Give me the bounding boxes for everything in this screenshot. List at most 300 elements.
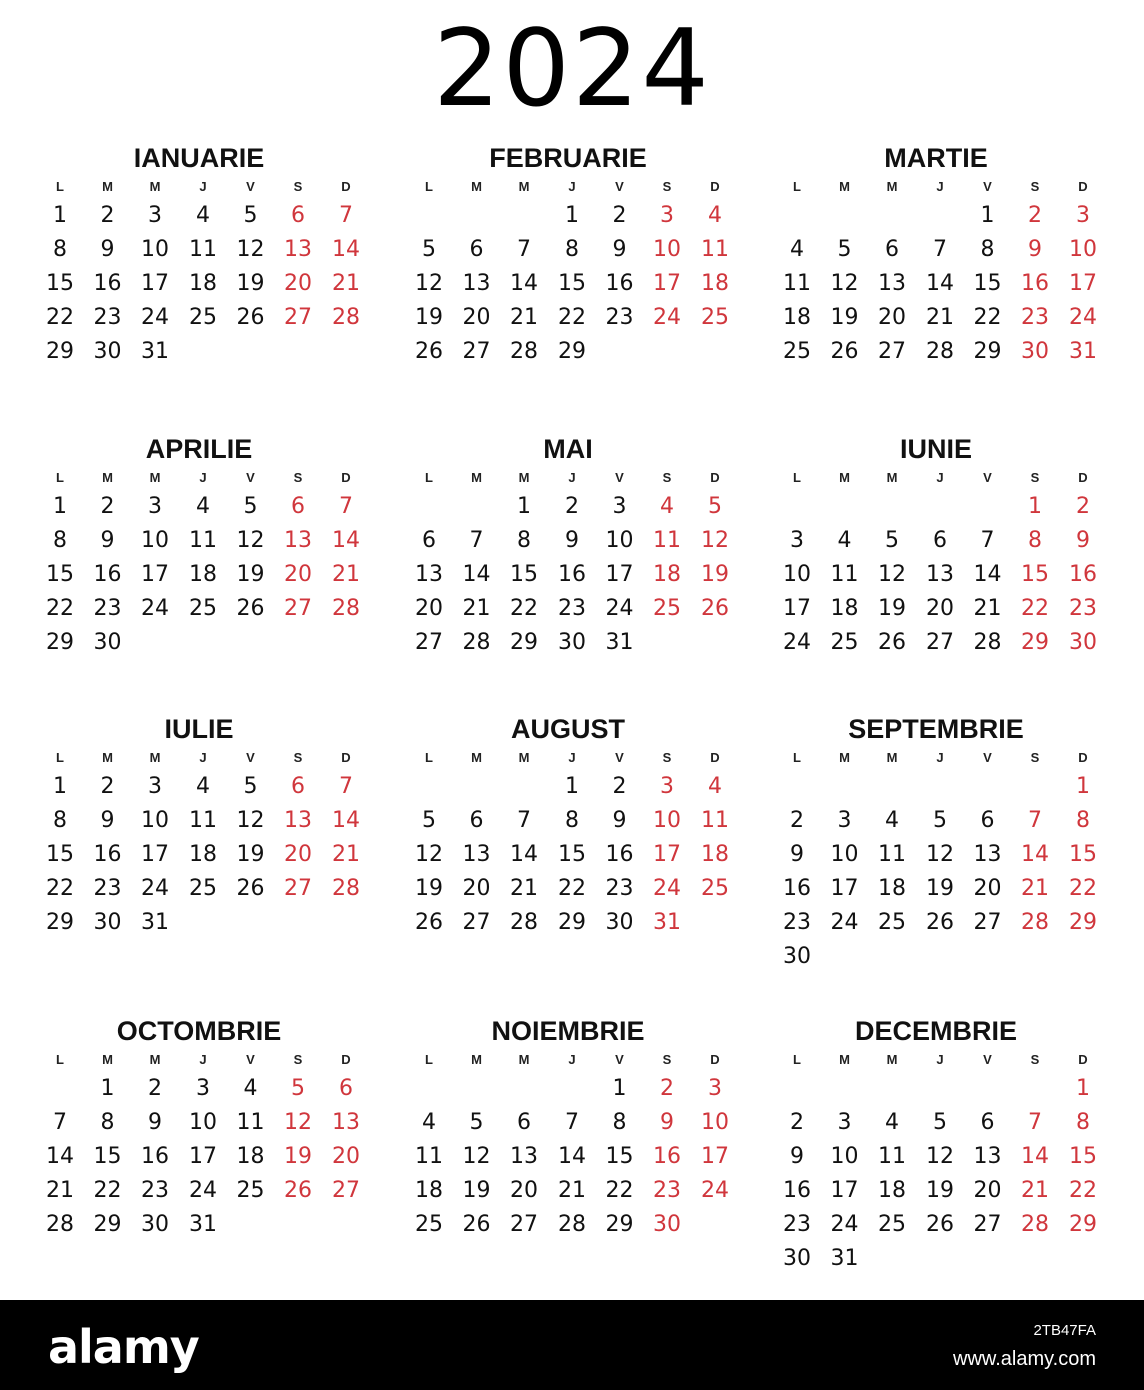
weekend-day: 19	[701, 562, 729, 587]
day: 14	[46, 1144, 74, 1169]
day: 30	[558, 630, 586, 655]
day: 8	[53, 237, 67, 262]
weekday-label: L	[425, 750, 433, 765]
weekday-label: S	[662, 470, 672, 485]
day: 4	[243, 1076, 258, 1101]
day: 21	[46, 1178, 74, 1203]
weekday-label: D	[710, 1052, 720, 1067]
weekday-label: D	[1078, 750, 1088, 765]
day: 18	[878, 1178, 906, 1203]
weekend-day: 10	[1069, 237, 1097, 262]
weekend-day: 3	[1076, 203, 1090, 228]
day: 23	[141, 1178, 169, 1203]
day: 14	[462, 562, 491, 587]
day: 22	[46, 305, 74, 330]
weekend-day: 18	[701, 271, 729, 296]
day: 30	[93, 630, 122, 655]
day: 17	[830, 876, 859, 901]
weekend-day: 24	[653, 305, 681, 330]
day: 29	[510, 630, 538, 655]
weekday-label: M	[471, 470, 482, 485]
day: 21	[558, 1178, 586, 1203]
day: 3	[148, 494, 162, 519]
day: 24	[189, 1178, 217, 1203]
day: 27	[510, 1212, 538, 1237]
day: 6	[517, 1110, 531, 1135]
day: 28	[973, 630, 1002, 655]
day: 9	[100, 528, 115, 553]
day: 31	[605, 630, 634, 655]
month-title: IANUARIE	[133, 143, 265, 173]
weekday-label: L	[56, 1052, 64, 1067]
weekday-header	[403, 750, 733, 766]
day: 29	[605, 1212, 634, 1237]
day: 4	[196, 494, 210, 519]
day: 29	[46, 910, 74, 935]
day: 16	[605, 271, 634, 296]
weekend-day: 14	[332, 528, 360, 553]
weekday-header	[771, 470, 1101, 486]
day: 15	[46, 271, 74, 296]
day: 14	[510, 842, 538, 867]
weekend-day: 27	[284, 876, 312, 901]
day: 23	[558, 596, 586, 621]
day: 26	[926, 1212, 954, 1237]
alamy-logo: alamy	[48, 1320, 199, 1374]
day: 11	[189, 808, 217, 833]
weekday-header	[403, 470, 733, 486]
weekend-day: 30	[1069, 630, 1097, 655]
weekday-label: M	[102, 1052, 113, 1067]
weekday-label: J	[199, 179, 207, 194]
weekend-day: 22	[1069, 876, 1097, 901]
weekday-label: J	[568, 179, 576, 194]
weekend-day: 17	[653, 271, 681, 296]
day: 16	[141, 1144, 169, 1169]
weekday-label: M	[149, 470, 161, 485]
weekday-label: M	[518, 750, 530, 765]
month-title: IULIE	[164, 714, 234, 744]
weekend-day: 22	[1069, 1178, 1097, 1203]
day: 25	[878, 910, 906, 935]
day: 30	[93, 910, 122, 935]
day: 26	[415, 339, 443, 364]
day: 2	[612, 203, 627, 228]
day: 29	[558, 910, 586, 935]
month-title: MARTIE	[884, 143, 988, 173]
day: 25	[189, 596, 217, 621]
weekend-day: 4	[708, 774, 722, 799]
weekday-label: S	[1030, 470, 1040, 485]
weekend-day: 2	[1076, 494, 1090, 519]
day: 7	[469, 528, 484, 553]
day: 25	[189, 876, 217, 901]
weekend-day: 13	[284, 528, 312, 553]
day: 11	[236, 1110, 265, 1135]
weekday-label: S	[662, 179, 672, 194]
weekday-label: D	[341, 1052, 351, 1067]
day: 24	[783, 630, 811, 655]
day: 1	[53, 203, 67, 228]
weekend-day: 26	[701, 596, 729, 621]
weekend-day: 15	[1069, 842, 1097, 867]
weekend-day: 4	[708, 203, 722, 228]
day: 9	[612, 237, 627, 262]
day: 5	[933, 808, 947, 833]
day: 29	[558, 339, 586, 364]
day: 18	[878, 876, 906, 901]
weekend-day: 23	[653, 1178, 681, 1203]
weekday-label: L	[425, 470, 433, 485]
day: 9	[790, 1144, 804, 1169]
weekday-header	[403, 1052, 733, 1068]
day: 8	[517, 528, 531, 553]
weekday-header	[34, 1052, 364, 1068]
weekday-label: M	[471, 179, 482, 194]
day: 16	[93, 271, 122, 296]
day: 12	[878, 562, 906, 587]
day: 14	[558, 1144, 586, 1169]
weekday-label: M	[471, 1052, 482, 1067]
weekday-label: J	[936, 470, 944, 485]
day: 19	[878, 596, 906, 621]
day: 1	[53, 494, 67, 519]
day: 27	[878, 339, 906, 364]
day: 24	[830, 1212, 859, 1237]
weekend-day: 31	[653, 910, 681, 935]
day: 2	[100, 774, 115, 799]
day: 4	[790, 237, 804, 262]
weekday-label: J	[936, 750, 944, 765]
day: 23	[605, 876, 634, 901]
day: 6	[933, 528, 947, 553]
weekend-day: 3	[660, 774, 674, 799]
day: 3	[837, 1110, 852, 1135]
weekend-day: 24	[701, 1178, 729, 1203]
weekend-day: 4	[660, 494, 674, 519]
day: 31	[189, 1212, 217, 1237]
day: 5	[243, 774, 258, 799]
weekday-label: S	[1030, 1052, 1040, 1067]
day: 19	[830, 305, 859, 330]
day: 1	[53, 774, 67, 799]
weekday-label: L	[793, 1052, 801, 1067]
day: 17	[783, 596, 811, 621]
day: 12	[236, 808, 265, 833]
weekend-day: 5	[708, 494, 722, 519]
weekday-label: M	[518, 179, 530, 194]
weekend-day: 27	[284, 305, 312, 330]
day: 30	[605, 910, 634, 935]
day: 29	[973, 339, 1002, 364]
weekday-label: V	[246, 750, 255, 765]
day: 16	[558, 562, 586, 587]
day: 25	[415, 1212, 443, 1237]
weekday-label: V	[983, 750, 992, 765]
day: 28	[558, 1212, 586, 1237]
weekday-label: M	[102, 750, 113, 765]
weekend-day: 7	[1028, 1110, 1042, 1135]
day: 17	[141, 842, 169, 867]
calendar-year-title: 2024	[433, 7, 711, 130]
weekday-label: M	[149, 179, 161, 194]
day: 8	[565, 808, 579, 833]
weekday-label: V	[983, 179, 992, 194]
day: 13	[415, 562, 443, 587]
day: 22	[973, 305, 1002, 330]
day: 2	[148, 1076, 162, 1101]
day: 22	[46, 876, 74, 901]
weekend-day: 9	[660, 1110, 674, 1135]
day: 15	[46, 842, 74, 867]
day: 27	[973, 1212, 1002, 1237]
weekday-label: V	[246, 1052, 255, 1067]
month-title: FEBRUARIE	[489, 143, 647, 173]
day: 19	[926, 876, 954, 901]
day: 11	[415, 1144, 443, 1169]
weekday-label: M	[839, 1052, 850, 1067]
day: 11	[830, 562, 859, 587]
day: 27	[926, 630, 954, 655]
day: 21	[510, 305, 538, 330]
weekday-header	[34, 750, 364, 766]
day: 11	[189, 528, 217, 553]
weekend-day: 31	[1069, 339, 1097, 364]
weekday-label: J	[199, 1052, 207, 1067]
day: 25	[830, 630, 859, 655]
day: 5	[885, 528, 899, 553]
day: 2	[565, 494, 579, 519]
weekday-label: M	[102, 470, 113, 485]
weekday-label: V	[615, 750, 624, 765]
day: 8	[53, 528, 67, 553]
weekday-label: M	[886, 179, 898, 194]
weekend-day: 30	[1021, 339, 1049, 364]
day: 8	[980, 237, 995, 262]
day: 15	[558, 842, 586, 867]
weekday-label: D	[1078, 179, 1088, 194]
day: 7	[933, 237, 947, 262]
day: 13	[973, 842, 1002, 867]
day: 14	[510, 271, 538, 296]
weekday-label: M	[886, 1052, 898, 1067]
day: 13	[462, 842, 491, 867]
weekend-day: 16	[1021, 271, 1049, 296]
weekend-day: 15	[1021, 562, 1049, 587]
day: 2	[100, 203, 115, 228]
weekday-label: D	[1078, 470, 1088, 485]
weekday-label: S	[293, 179, 303, 194]
day: 12	[415, 271, 443, 296]
day: 19	[415, 305, 443, 330]
day: 15	[605, 1144, 634, 1169]
day: 19	[236, 271, 265, 296]
day: 30	[93, 339, 122, 364]
day: 20	[462, 305, 491, 330]
day: 31	[141, 339, 169, 364]
footer-bar	[0, 1300, 1144, 1390]
weekend-day: 11	[653, 528, 681, 553]
day: 25	[189, 305, 217, 330]
image-id-label: 2TB47FA	[1033, 1322, 1096, 1339]
day: 17	[189, 1144, 217, 1169]
day: 3	[612, 494, 627, 519]
day: 1	[517, 494, 531, 519]
day: 5	[422, 808, 436, 833]
day: 1	[100, 1076, 115, 1101]
day: 12	[926, 1144, 954, 1169]
day: 12	[926, 842, 954, 867]
weekend-day: 9	[1028, 237, 1042, 262]
day: 13	[462, 271, 491, 296]
weekday-label: D	[341, 750, 351, 765]
day: 15	[46, 562, 74, 587]
weekday-label: J	[199, 750, 207, 765]
weekend-day: 29	[1069, 910, 1097, 935]
weekday-label: J	[936, 179, 944, 194]
day: 9	[565, 528, 579, 553]
day: 18	[189, 271, 217, 296]
day: 21	[973, 596, 1002, 621]
weekend-day: 17	[653, 842, 681, 867]
day: 10	[189, 1110, 217, 1135]
day: 11	[783, 271, 811, 296]
day: 26	[415, 910, 443, 935]
day: 15	[558, 271, 586, 296]
weekday-label: D	[710, 179, 720, 194]
weekend-day: 10	[653, 808, 681, 833]
weekday-label: L	[425, 1052, 433, 1067]
weekday-label: M	[518, 470, 530, 485]
weekend-day: 7	[1028, 808, 1042, 833]
day: 25	[878, 1212, 906, 1237]
day: 12	[236, 237, 265, 262]
website-label: www.alamy.com	[953, 1348, 1096, 1370]
day: 6	[469, 237, 484, 262]
day: 26	[926, 910, 954, 935]
weekday-label: V	[615, 470, 624, 485]
weekend-day: 26	[284, 1178, 312, 1203]
day: 10	[605, 528, 634, 553]
day: 13	[926, 562, 954, 587]
weekday-label: M	[102, 179, 113, 194]
day: 9	[100, 237, 115, 262]
day: 17	[830, 1178, 859, 1203]
day: 22	[93, 1178, 122, 1203]
weekday-label: L	[793, 750, 801, 765]
month-title: AUGUST	[511, 714, 625, 744]
month-title: NOIEMBRIE	[491, 1016, 645, 1046]
weekday-header	[771, 750, 1101, 766]
weekday-label: J	[568, 470, 576, 485]
weekend-day: 19	[284, 1144, 312, 1169]
day: 29	[93, 1212, 122, 1237]
weekend-day: 25	[653, 596, 681, 621]
day: 22	[46, 596, 74, 621]
day: 13	[510, 1144, 538, 1169]
day: 7	[980, 528, 995, 553]
day: 14	[926, 271, 954, 296]
day: 13	[973, 1144, 1002, 1169]
day: 16	[93, 562, 122, 587]
weekday-label: V	[983, 470, 992, 485]
day: 20	[973, 876, 1002, 901]
weekday-label: J	[199, 470, 207, 485]
weekend-day: 30	[653, 1212, 681, 1237]
day: 19	[236, 842, 265, 867]
weekend-day: 12	[701, 528, 729, 553]
weekend-day: 23	[1069, 596, 1097, 621]
day: 1	[565, 774, 579, 799]
day: 9	[790, 842, 804, 867]
day: 2	[612, 774, 627, 799]
weekend-day: 16	[653, 1144, 681, 1169]
day: 10	[830, 1144, 859, 1169]
day: 6	[885, 237, 899, 262]
day: 2	[790, 808, 804, 833]
weekend-day: 28	[332, 305, 360, 330]
weekend-day: 13	[332, 1110, 360, 1135]
weekday-label: M	[839, 470, 850, 485]
day: 5	[243, 494, 258, 519]
day: 10	[783, 562, 811, 587]
day: 19	[415, 876, 443, 901]
day: 4	[196, 774, 210, 799]
weekend-day: 18	[701, 842, 729, 867]
weekend-day: 15	[1069, 1144, 1097, 1169]
day: 5	[422, 237, 436, 262]
day: 1	[565, 203, 579, 228]
weekend-day: 29	[1021, 630, 1049, 655]
day: 9	[100, 808, 115, 833]
weekend-day: 1	[1076, 774, 1090, 799]
day: 21	[462, 596, 491, 621]
day: 17	[141, 562, 169, 587]
weekday-header	[403, 179, 733, 195]
weekday-label: S	[662, 750, 672, 765]
weekend-day: 27	[284, 596, 312, 621]
weekday-label: S	[1030, 179, 1040, 194]
weekend-day: 1	[1076, 1076, 1090, 1101]
weekend-day: 1	[1028, 494, 1042, 519]
day: 7	[517, 808, 531, 833]
day: 16	[783, 876, 811, 901]
weekend-day: 24	[653, 876, 681, 901]
day: 27	[973, 910, 1002, 935]
weekday-label: V	[983, 1052, 992, 1067]
weekday-label: D	[1078, 1052, 1088, 1067]
day: 8	[565, 237, 579, 262]
day: 29	[46, 630, 74, 655]
weekend-day: 21	[332, 271, 360, 296]
day: 5	[243, 203, 258, 228]
weekend-day: 6	[291, 774, 305, 799]
day: 13	[878, 271, 906, 296]
weekday-label: L	[56, 179, 64, 194]
day: 16	[605, 842, 634, 867]
weekend-day: 16	[1069, 562, 1097, 587]
weekend-day: 29	[1069, 1212, 1097, 1237]
weekend-day: 13	[284, 808, 312, 833]
day: 4	[837, 528, 852, 553]
day: 20	[462, 876, 491, 901]
day: 12	[415, 842, 443, 867]
weekday-label: M	[839, 750, 850, 765]
weekend-day: 21	[332, 562, 360, 587]
weekend-day: 27	[332, 1178, 360, 1203]
day: 6	[980, 808, 995, 833]
day: 3	[790, 528, 804, 553]
